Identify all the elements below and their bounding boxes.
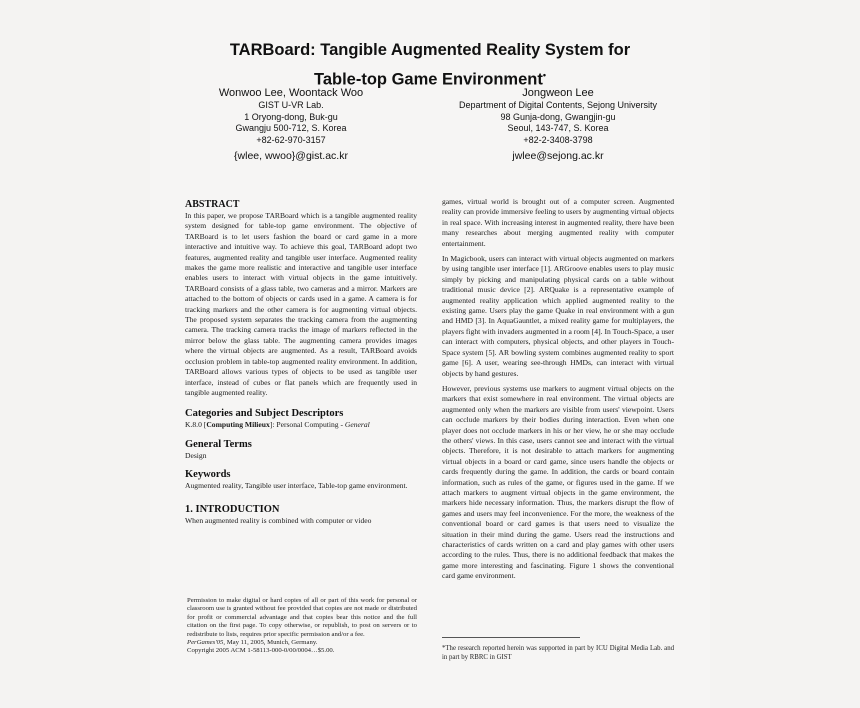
introduction-text: When augmented reality is combined with computer or video xyxy=(185,515,372,525)
title-line-2: Table-top Game Environment• xyxy=(313,70,547,89)
keywords-heading: Keywords xyxy=(185,469,231,481)
permission-notice xyxy=(187,597,417,656)
right-column xyxy=(442,197,674,582)
venue-line: PerGames'05, May 11, 2005, Munich, Germany. xyxy=(187,639,318,647)
general-terms-text: Design xyxy=(185,450,207,460)
author-block-1 xyxy=(196,87,386,163)
author-address-1: 98 Gunja-dong, Gwangjin-gu xyxy=(500,111,616,122)
body-paragraph: However, previous systems use markers to augment virtual objects on the markers that exist somewhere in real environment. The virtual objects are augmented only when the markers are visible from users' viewpoint. Users can occlude markers by their bodies during interaction. Even when one player does not occlude markers in his or her view, he or she may occlude the others' views. In this case, users cannot see and interact with the virtual objects. Therefore, it is not desirable to attach markers for augmenting virtual objects in a board or card game, since users handle the objects or cards frequently during the game. In addition, the cards or board contain information, such as rules of the game, or figures used in the game. If we attach markers to augment virtual objects in the game environment, the markers hide necessary information. Thus, the markers disrupt the flow of games and users may feel inconvenience. For the more, the weakness of the conventional board or card games is that users need to visualize the situation in their mind during the game. Users read the instructions and characteristics of cards written on a card and play games with other users according to the rules. Thus, there is no additional feedback that makes the game more interesting and fascinating. Figure 1 shows the conventional card game environment. xyxy=(442,383,674,581)
body-paragraph: games, virtual world is brought out of a computer screen. Augmented reality can provide immersive feeling to users by augmenting virtual objects in real space. With increasing interest in augmented reality, there have been many researches about merging augmented reality with computer entertainment. xyxy=(442,197,674,248)
author-affiliation: GIST U-VR Lab. xyxy=(258,100,324,110)
author-phone: +82-2-3408-3798 xyxy=(523,134,593,145)
footnote-divider xyxy=(442,637,580,638)
author-phone: +82-62-970-3157 xyxy=(256,134,326,145)
author-name: Jongweon Lee xyxy=(522,87,594,99)
author-email[interactable]: jwlee@sejong.ac.kr xyxy=(512,150,604,162)
paper-title xyxy=(150,38,710,93)
categories-heading: Categories and Subject Descriptors xyxy=(185,408,344,420)
abstract-heading: ABSTRACT xyxy=(185,199,240,210)
title-footnote-mark: • xyxy=(542,70,547,80)
categories-text: K.8.0 [Computing Milieux]: Personal Computing - General xyxy=(185,420,370,430)
author-address-1: 1 Oryong-dong, Buk-gu xyxy=(244,111,338,122)
author-email[interactable]: {wlee, wwoo}@gist.ac.kr xyxy=(234,150,348,162)
footnote: *The research reported herein was supported in part by ICU Digital Media Lab. and in part by RBRC in GIST xyxy=(442,645,674,661)
author-affiliation: Department of Digital Contents, Sejong University xyxy=(458,100,658,110)
general-terms-heading: General Terms xyxy=(185,438,252,450)
body-paragraph: In Magicbook, users can interact with virtual objects augmented on markers by using tangible user interface [1]. ARGroove enables users to play music simply by picking and manipulating physical cards on a table without traditional music device [2]. ARQuake is a representative example of augmented reality application which applied augmented reality to the existing game. Users play the game Quake in real environment with a gun and HMD [3]. In AquaGauntlet, a mixed reality game for multiplayers, the players fight with invaders augmented in a room [4]. In Touch-Space, a user can interact with computers, physical objects, and other players in Touch-Space system [5]. AR bowling system combines augmented reality to sport game [6]. A user, wearing see-through HMDs, can interact with virtual objects by hand gestures. xyxy=(442,254,674,378)
title-line-1: TARBoard: Tangible Augmented Reality System for xyxy=(229,41,631,59)
author-block-2 xyxy=(440,87,676,163)
abstract-text: In this paper, we propose TARBoard which is a tangible augmented reality system designed for table-top game environment. The objective of TARBoard is to let users fashion the board or card game in a more interactive and intuitive way. To achieve this goal, TARBoard adopt two features, augmented reality and tangible user interface. Augmented reality makes the game more realistic and interactive and tangible user interface enables users to interact with virtual objects in the game intuitively. TARBoard consists of a glass table, two cameras and a mirror. Markers are attached to the bottom of objects or cards used in a game. A camera is for tracking markers and the other camera is for augmenting virtual objects. The proposed system separates the tracking camera from the augmenting camera. The tracking camera tracks the image of markers reflected in the mirror below the glass table. The augmenting camera provides images where the virtual objects are augmented. As a result, TARBoard avoids occlusion problem in table-top augmented reality environment. In addition, TARBoard allows various types of objects to be used as tangible user interface, instead of cubes or flat panels which are frequently used in tangible augmented reality. xyxy=(185,211,417,397)
copyright-line: Copyright 2005 ACM 1-58113-000-0/00/0004…$5.00. xyxy=(187,647,335,655)
author-address-2: Seoul, 143-747, S. Korea xyxy=(507,123,609,133)
introduction-heading: 1. INTRODUCTION xyxy=(185,503,280,515)
left-column xyxy=(185,199,417,526)
author-name: Wonwoo Lee, Woontack Woo xyxy=(218,87,364,99)
keywords-text: Augmented reality, Tangible user interface, Table-top game environment. xyxy=(185,481,408,491)
author-address-2: Gwangju 500-712, S. Korea xyxy=(235,123,347,133)
permission-text: Permission to make digital or hard copies of all or part of this work for personal or classroom use is granted without fee provided that copies are not made or distributed for profit or commercial advantage and that copies bear this notice and the full citation on the first page. To copy otherwise, or republish, to post on servers or to redistribute to lists, requires prior specific permission and/or a fee. xyxy=(187,597,417,638)
